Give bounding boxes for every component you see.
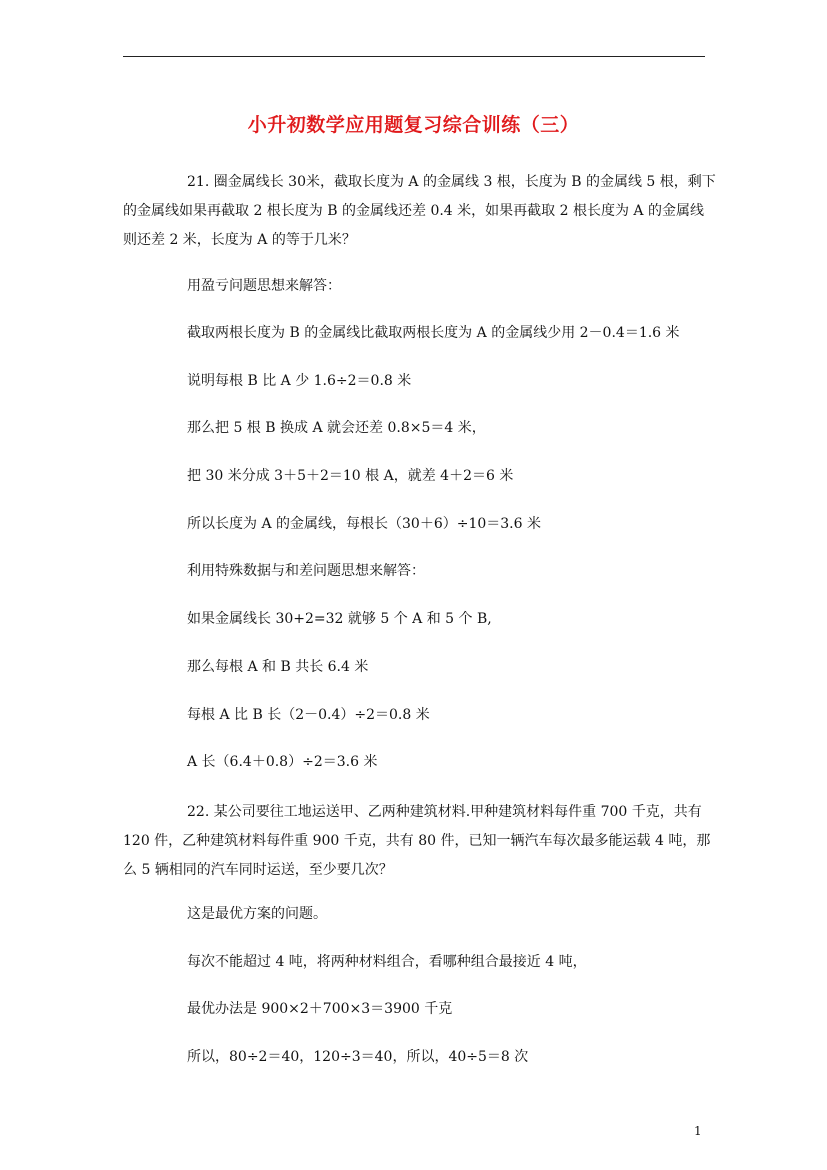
- solution-line: 这是最优方案的问题。: [187, 906, 327, 922]
- solution-line: 那么把 5 根 B 换成 A 就会还差 0.8×5＝4 米，: [187, 420, 486, 436]
- solution-line: 所以，80÷2＝40，120÷3＝40，所以，40÷5＝8 次: [187, 1049, 529, 1065]
- solution-line: 用盈亏问题思想来解答：: [187, 278, 341, 294]
- page-number: 1: [694, 1124, 702, 1138]
- solution-line: 每次不能超过 4 吨，将两种材料组合，看哪种组合最接近 4 吨，: [187, 954, 587, 970]
- solution-line: 截取两根长度为 B 的金属线比截取两根长度为 A 的金属线少用 2－0.4＝1.6 米: [187, 325, 680, 341]
- solution-line: A 长（6.4＋0.8）÷2＝3.6 米: [187, 754, 378, 770]
- solution-line: 每根 A 比 B 长（2－0.4）÷2＝0.8 米: [187, 707, 430, 723]
- solution-line: 那么每根 A 和 B 共长 6.4 米: [187, 659, 369, 675]
- solution-line: 说明每根 B 比 A 少 1.6÷2＝0.8 米: [187, 373, 412, 389]
- header-rule: [123, 56, 705, 57]
- solution-line: 所以长度为 A 的金属线，每根长（30＋6）÷10＝3.6 米: [187, 516, 541, 532]
- solution-line: 利用特殊数据与和差问题思想来解答：: [187, 563, 425, 579]
- question-22: 22. 某公司要往工地运送甲、乙两种建筑材料.甲种建筑材料每件重 700 千克，共有 120 件，乙种建筑材料每件重 900 千克，共有 80 件，已知一辆汽车每次最多能运载 4 吨，那么 5 辆相同的汽车同时运送，至少要几次？: [123, 804, 711, 878]
- page-title: 小升初数学应用题复习综合训练（三）: [247, 114, 580, 136]
- solution-line: 如果金属线长 30+2=32 就够 5 个 A 和 5 个 B,: [187, 611, 492, 627]
- solution-line: 把 30 米分成 3＋5＋2＝10 根 A，就差 4＋2＝6 米: [187, 468, 514, 484]
- solution-line: 最优办法是 900×2＋700×3＝3900 千克: [187, 1001, 453, 1017]
- question-21: 21. 圈金属线长 30米，截取长度为 A 的金属线 3 根，长度为 B 的金属线 5 根，剩下的金属线如果再截取 2 根长度为 B 的金属线还差 0.4 米，如果再截取 2 根长度为 A 的金属线则还差 2 米，长度为 A 的等于几米？: [123, 174, 716, 248]
